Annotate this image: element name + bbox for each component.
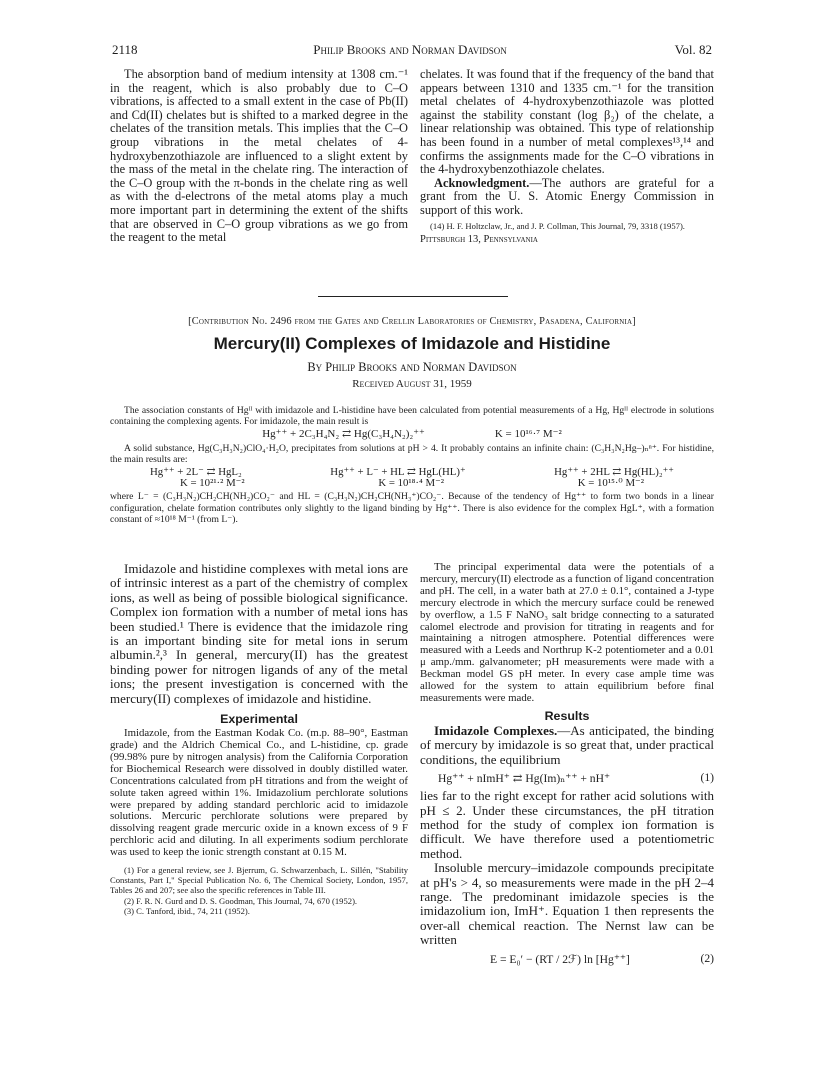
results-paragraph-2: Insoluble mercury–imidazole compounds precipitate at pH's > 4, so measurements were made in the pH 2–4 range. The predominant imidazole species is the imidazolium ion, ImH⁺. Equation 1 then represents the over-all chemical reaction. The Nernst law can be written xyxy=(420,860,714,948)
experimental-text: Imidazole, from the Eastman Kodak Co. (m.p. 88–90°, Eastman grade) and the Aldrich Chemical Co., and L-histidine, cp. grade (99.98% pure by nitrogen analysis) from the California Corporation for Biochemical Research were dissolved in doubly distilled water. Concentrations calculated from pH titrations and from the weight of solute taken agreed within 1%. Imidazolium perchlorate solutions were prepared by adding standard perchloric acid to imidazole solutions. Mercuric perchlorate solutions were prepared by dissolving reagent grade mercuric oxide in a known excess of 9 F perchloric acid and diluting. In all experiments sodium perchlorate was used to keep the ionic strength constant at 0.15 M. xyxy=(110,727,408,859)
volume: Vol. 82 xyxy=(674,42,712,57)
article-title: Mercury(II) Complexes of Imidazole and Histidine xyxy=(213,334,611,353)
abstract-paragraph-1: The association constants of Hgᴵᴵ with imidazole and L-histidine have been calculated from potential measurements of a Hg, Hgᴵᴵ electrode in solutions containing the complexing agents. For imidazole, the main result is xyxy=(110,405,714,428)
results-heading: Results xyxy=(544,708,590,723)
abstract-equation-1 xyxy=(110,429,714,440)
equation-2-number: (2) xyxy=(700,951,714,965)
abstract-paragraph-3: where L⁻ = (C₃H₃N₂)CH₂CH(NH₂)CO₂⁻ and HL = (C₃H₃N₂)CH₂CH(NH₃⁺)CO₂⁻. Because of the tendency of Hg⁺⁺ to form two bonds in a linear configuration, chelate formation contributes only slightly to the ligand binding by Hg⁺⁺. There is also evidence for the complex HgL⁺, with a formation constant of ≈10¹⁸ M⁻¹ (from L⁻). xyxy=(110,491,714,525)
abstract-paragraph-2: A solid substance, Hg(C₃H₃N₂)ClO₄·H₂O, precipitates from solutions at pH > 4. It probably contains an infinite chain: (C₃H₃N₂Hg–)ₙⁿ⁺. For histidine, the main results are: xyxy=(110,442,714,465)
article-divider xyxy=(318,296,508,297)
equation-2c: Hg⁺⁺ + 2HL ⇄ Hg(HL)₂⁺⁺ xyxy=(554,466,674,479)
contribution-line: [Contribution No. 2496 from the Gates and Crellin Laboratories of Chemistry, Pasadena, California] xyxy=(188,316,636,327)
equation-2 xyxy=(420,952,714,966)
abstract xyxy=(110,405,714,525)
results-paragraph: lies far to the right except for rather acid solutions with pH ≤ 2. Under these circumstances, the pH titration method for the study of complex ion formation is difficult. We have therefore used a potentiometric method. xyxy=(420,788,714,861)
equation-constant: K = 10¹⁶·⁷ M⁻² xyxy=(494,428,562,441)
equation-2-body: E = E₀′ − (RT / 2ℱ) ln [Hg⁺⁺] xyxy=(490,952,630,966)
imidazole-heading: Imidazole Complexes. xyxy=(434,722,558,738)
acknowledgment-text: —The authors are grateful for a grant from the U. S. Atomic Energy Commission in support of this work. xyxy=(420,175,714,217)
introduction: Imidazole and histidine complexes with metal ions are of intrinsic interest as a part of the chemistry of complex ions, as well as being of possible biological significance. Complex ion formation with a number of metal ions has been studied.¹ There is evidence that the imidazole ring is an important binding site for metal ions in serum albumin.²,³ In general, mercury(II) has the greatest binding power for nitrogen ligands of any of the metal ions; the present investigation is concerned with the mercury(II) complexes of imidazole and histidine. xyxy=(110,561,408,706)
equation-left: Hg⁺⁺ + 2C₃H₄N₂ ⇄ Hg(C₃H₄N₂)₂⁺⁺ xyxy=(262,428,425,441)
right-column xyxy=(420,562,714,966)
left-column xyxy=(110,562,408,916)
acknowledgment xyxy=(420,177,714,218)
imidazole-complexes-paragraph xyxy=(420,724,714,767)
page-number: 2118 xyxy=(112,42,138,57)
running-title: Philip Brooks and Norman Davidson xyxy=(313,42,507,57)
constant-2a: K = 10²¹·² M⁻² xyxy=(180,477,245,490)
experimental-heading: Experimental xyxy=(220,712,298,727)
constant-2c: K = 10¹⁵·⁰ M⁻² xyxy=(577,477,644,490)
byline: By Philip Brooks and Norman Davidson xyxy=(307,360,517,374)
address: Pittsburgh 13, Pennsylvania xyxy=(420,233,538,245)
footnotes xyxy=(110,865,408,916)
footnote-2: (2) F. R. N. Gurd and D. S. Goodman, This Journal, 74, 670 (1952). xyxy=(124,895,358,906)
methods-paragraph: The principal experimental data were the potentials of a mercury, mercury(II) electrode as a function of ligand concentration and pH. The cell, in a water bath at 27.0 ± 0.1°, contained a J-type mercury electrode in which the mercury surface could be renewed by overflow, a 1.5 F NaNO₃ salt bridge connecting to a saturated calomel electrode and provision for titrating in reagents and for maintaining a nitrogen atmosphere. Potential differences were measured with a Leeds and Northrup K-2 potentiometer and a 0.01 μ amp./mm. galvanometer; pH measurements were made with a Beckman model GS pH meter. In every case ample time was allowed for the system to attain equilibrium before final measurements were made. xyxy=(420,561,714,704)
equation-1-body: Hg⁺⁺ + nImH⁺ ⇄ Hg(Im)ₙ⁺⁺ + nH⁺ xyxy=(438,772,611,786)
footnote-14: (14) H. F. Holtzclaw, Jr., and J. P. Collman, This Journal, 79, 3318 (1957). xyxy=(430,220,685,231)
constant-2b: K = 10¹⁸·⁴ M⁻² xyxy=(378,477,445,490)
paragraph: chelates. It was found that if the frequency of the band that appears between 1310 and 1335 cm.⁻¹ for the transition metal chelates of 4-hydroxybenzothiazole was plotted against the stability constant (log β₂) of the chelate, a linear relationship was obtained. This type of relationship has been found in a number of metal complexes¹³,¹⁴ and confirms the assignments made for the C–O vibrations in the 4-hydroxybenzothiazole chelates. xyxy=(420,67,714,177)
previous-article-right-column xyxy=(420,68,714,246)
paragraph: The absorption band of medium intensity at 1308 cm.⁻¹ in the reagent, which is also probably due to C–O vibrations, is affected to a small extent in the case of Pb(II) and Cd(II) chelates but is shifted to a marked degree in the chelates of the transition metals. This implies that the C–O group vibrations in the metal chelates of 4-hydroxybenzothiazole are influenced to a slight extent by the mass of the metal in the chelate ring. The interaction of the C–O group with the π-bonds in the chelate ring as well as with the d-electrons of the metal atoms play a much more important part in determining the extent of the shifts that are observed in C–O group vibrations as we go from the reagent to the metal xyxy=(110,67,408,245)
equation-1-number: (1) xyxy=(700,771,714,785)
acknowledgment-heading: Acknowledgment. xyxy=(434,175,530,190)
imidazole-text: —As anticipated, the binding of mercury by imidazole is so great that, under practical conditions, the equilibrium xyxy=(420,722,714,767)
equation-2b: Hg⁺⁺ + L⁻ + HL ⇄ HgL(HL)⁺ xyxy=(330,466,466,479)
equation-1 xyxy=(420,771,714,785)
abstract-constants-histidine xyxy=(110,478,714,489)
equation-2a: Hg⁺⁺ + 2L⁻ ⇄ HgL₂ xyxy=(150,466,242,479)
footnote-1: (1) For a general review, see J. Bjerrum, G. Schwarzenbach, L. Sillén, "Stability Constants, Part I," Special Publication No. 6, The Chemical Society, London, 1957, Tables 26 and 207; see also the specific references in Table III. xyxy=(110,865,408,896)
footnote-3: (3) C. Tanford, ibid., 74, 211 (1952). xyxy=(124,905,250,916)
received-date: Received August 31, 1959 xyxy=(352,378,472,390)
previous-article-left-column xyxy=(110,68,408,245)
